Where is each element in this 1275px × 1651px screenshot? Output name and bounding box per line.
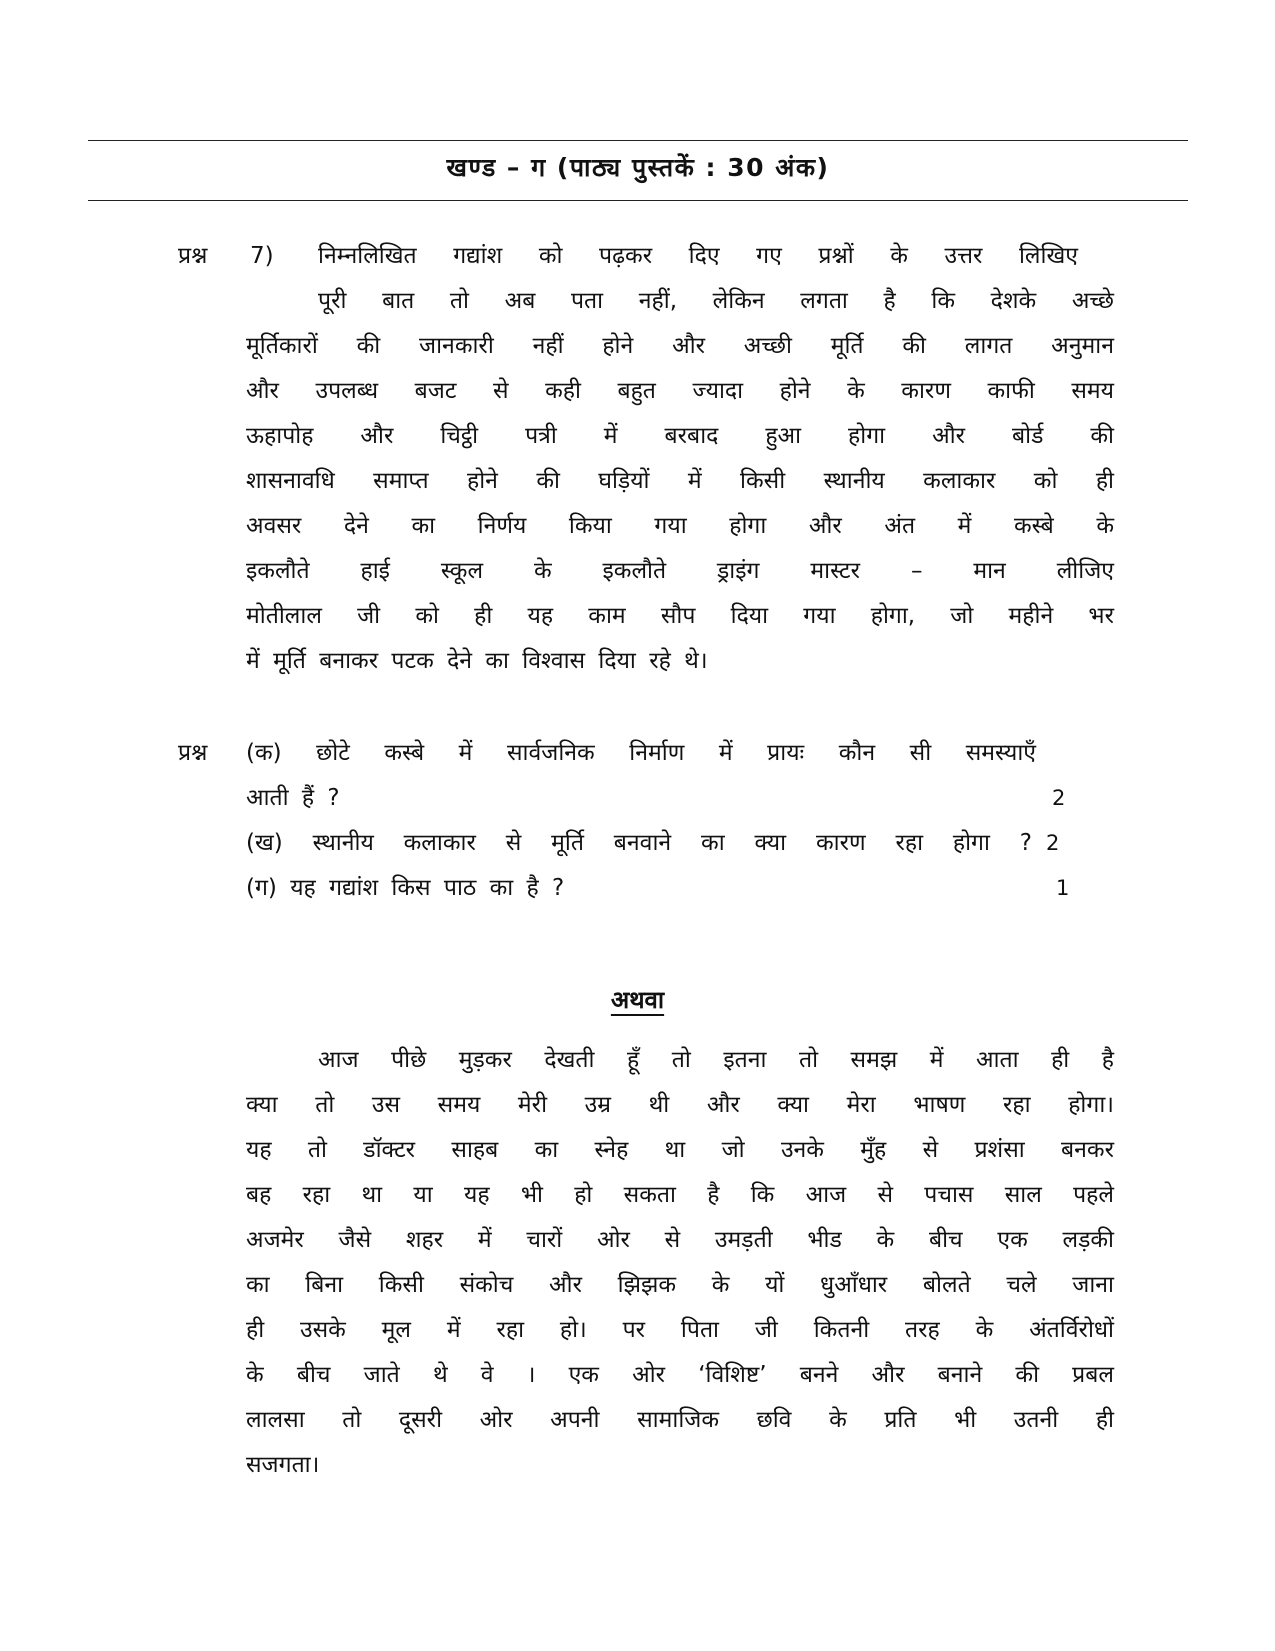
passage2-line: यह तो डॉक्टर साहब का स्नेह था जो उनके मुँह से प्रशंसा बनकर — [246, 1137, 1114, 1163]
passage2-line: बह रहा था या यह भी हो सकता है कि आज से पचास साल पहले — [246, 1182, 1114, 1208]
passage2-line: क्या तो उस समय मेरी उम्र थी और क्या मेरा भाषण रहा होगा। — [246, 1092, 1114, 1118]
passage-line: शासनावधि समाप्त होने की घड़ियों में किसी स्थानीय कलाकार को ही — [246, 468, 1114, 494]
passage-line: और उपलब्ध बजट से कही बहुत ज्यादा होने के कारण काफी समय — [246, 378, 1114, 404]
passage2-line: अजमेर जैसे शहर में चारों ओर से उमड़ती भीड के बीच एक लड़की — [246, 1227, 1114, 1253]
subquestion-ka-line-2: आती हैं ? — [246, 785, 340, 811]
question-instruction: निम्नलिखित गद्यांश को पढ़कर दिए गए प्रश्नों के उत्तर लिखिए — [318, 243, 1078, 269]
athva-heading — [0, 982, 1275, 1018]
section-title: खण्ड – ग (पाठ्य पुस्तकें : 30 अंक) — [446, 153, 830, 182]
athva-text: अथवा — [610, 986, 665, 1014]
passage2-line: लालसा तो दूसरी ओर अपनी सामाजिक छवि के प्रति भी उतनी ही — [246, 1407, 1114, 1433]
subquestion-kha: (ख) स्थानीय कलाकार से मूर्ति बनवाने का क्या कारण रहा होगा ? — [246, 830, 1032, 856]
passage-line: इकलौते हाई स्कूल के इकलौते ड्राइंग मास्टर – मान लीजिए — [246, 558, 1114, 584]
passage-line: मूर्तिकारों की जानकारी नहीं होने और अच्छी मूर्ति की लागत अनुमान — [246, 333, 1114, 359]
header-bottom-rule — [88, 200, 1188, 201]
subquestion-ga-marks: 1 — [1056, 876, 1070, 900]
subquestion-label: प्रश्न — [178, 740, 208, 766]
passage-line: मोतीलाल जी को ही यह काम सौप दिया गया होगा, जो महीने भर — [246, 603, 1114, 629]
subquestion-kha-marks: 2 — [1046, 831, 1060, 855]
header-top-rule — [88, 140, 1188, 141]
subquestion-ga: (ग) यह गद्यांश किस पाठ का है ? — [246, 875, 565, 901]
subquestion-ka-line-1: (क) छोटे कस्बे में सार्वजनिक निर्माण में प्रायः कौन सी समस्याएँ — [246, 740, 1036, 766]
passage-line: ऊहापोह और चिट्ठी पत्री में बरबाद हुआ होगा और बोर्ड की — [246, 423, 1114, 449]
question-number: 7) — [250, 243, 274, 269]
passage2-line: ही उसके मूल में रहा हो। पर पिता जी कितनी तरह के अंतर्विरोधों — [246, 1317, 1114, 1343]
passage-line: पूरी बात तो अब पता नहीं, लेकिन लगता है कि देशके अच्छे — [318, 288, 1114, 314]
passage2-line: आज पीछे मुड़कर देखती हूँ तो इतना तो समझ में आता ही है — [318, 1047, 1114, 1073]
passage2-line: का बिना किसी संकोच और झिझक के यों धुआँधार बोलते चले जाना — [246, 1272, 1114, 1298]
passage2-line: के बीच जाते थे वे । एक ओर ‘विशिष्ट’ बनने और बनाने की प्रबल — [246, 1362, 1114, 1388]
subquestion-ka-marks: 2 — [1052, 786, 1066, 810]
passage2-line: सजगता। — [246, 1452, 320, 1478]
passage-line: में मूर्ति बनाकर पटक देने का विश्वास दिया रहे थे। — [246, 648, 708, 674]
passage-line: अवसर देने का निर्णय किया गया होगा और अंत में कस्बे के — [246, 513, 1114, 539]
question-label: प्रश्न — [178, 243, 208, 269]
